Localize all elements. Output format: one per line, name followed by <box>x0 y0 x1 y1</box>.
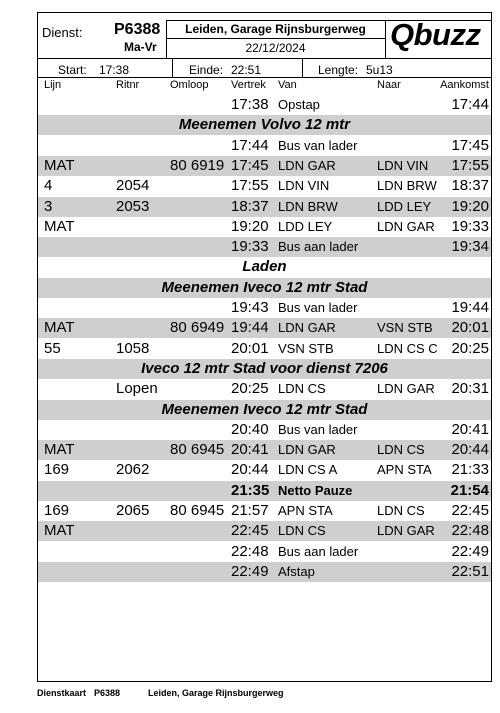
aankomst: 21:33 <box>451 461 489 479</box>
naar: LDN BRW <box>377 178 437 194</box>
omloop: 80 6949 <box>170 319 225 337</box>
trip-row <box>38 460 491 480</box>
col-ritnr: Ritnr <box>116 79 140 91</box>
vertrek: 19:33 <box>231 238 269 256</box>
aankomst: 22:45 <box>451 502 489 519</box>
lijn: MAT <box>44 319 75 337</box>
divider <box>172 59 173 77</box>
ritnr: 2065 <box>116 502 150 519</box>
aankomst: 22:48 <box>451 522 489 540</box>
naar: APN STA <box>377 462 432 478</box>
lijn: 55 <box>44 339 61 357</box>
qbuzz-logo: Qbuzz <box>390 17 481 52</box>
van: Bus van lader <box>278 137 358 153</box>
footer-code: P6388 <box>94 688 121 698</box>
van: Afstap <box>278 563 315 579</box>
van: Bus van lader <box>278 421 358 437</box>
ritnr: 1058 <box>116 339 150 357</box>
aankomst: 21:54 <box>450 481 489 499</box>
ritnr: Lopen <box>116 380 158 398</box>
trip-row <box>38 562 491 582</box>
omloop: 80 6945 <box>170 502 225 519</box>
vertrek: 20:41 <box>231 441 269 459</box>
naar: LDN CS <box>377 503 425 518</box>
aankomst: 19:33 <box>451 217 489 235</box>
van: LDD LEY <box>278 218 333 234</box>
van: VSN STB <box>278 340 334 356</box>
aankomst: 17:44 <box>451 96 489 113</box>
vertrek: 22:48 <box>231 542 269 560</box>
trip-row <box>38 136 491 156</box>
lengte-value: 5u13 <box>366 63 393 77</box>
footer-label: Dienstkaart <box>37 688 87 698</box>
vertrek: 19:20 <box>231 217 269 235</box>
einde-label: Einde: <box>189 63 224 77</box>
lijn: MAT <box>44 217 75 235</box>
naar: LDN VIN <box>377 157 429 173</box>
vertrek: 17:55 <box>231 177 269 195</box>
trip-row <box>38 420 491 440</box>
trip-row <box>38 217 491 237</box>
ritnr: 2053 <box>116 197 150 215</box>
section-title: Laden <box>242 258 287 276</box>
aankomst: 20:01 <box>451 319 489 337</box>
trip-row <box>38 156 491 176</box>
aankomst: 17:55 <box>451 156 489 174</box>
van: LDN CS A <box>278 462 338 478</box>
section-title: Meenemen Iveco 12 mtr Stad <box>161 278 368 296</box>
trip-row <box>38 237 491 257</box>
location: Leiden, Garage Rijnsburgerweg <box>185 22 366 36</box>
vertrek: 19:43 <box>231 299 269 316</box>
section-title-row <box>38 359 491 379</box>
trip-row <box>38 501 491 521</box>
col-van: Van <box>278 79 297 91</box>
section-title-row <box>38 278 491 298</box>
aankomst: 19:34 <box>451 238 489 256</box>
naar: LDN CS <box>377 442 425 458</box>
lengte-label: Lengte: <box>318 63 359 77</box>
section-title: Iveco 12 mtr Stad voor dienst 7206 <box>141 359 388 377</box>
section-title-row <box>38 257 491 277</box>
aankomst: 20:41 <box>451 420 489 438</box>
vertrek: 17:38 <box>231 96 269 113</box>
ritnr: 2062 <box>116 461 150 479</box>
trip-row <box>38 521 491 541</box>
trip-row <box>38 298 491 318</box>
naar: LDN GAR <box>377 381 435 397</box>
omloop: 80 6945 <box>170 441 225 459</box>
divider <box>385 20 386 58</box>
footer-location: Leiden, Garage Rijnsburgerweg <box>148 688 284 698</box>
aankomst: 20:31 <box>451 380 489 398</box>
section-title-row <box>38 115 491 135</box>
column-header <box>38 78 491 94</box>
section-title: Meenemen Iveco 12 mtr Stad <box>161 400 368 418</box>
van: LDN GAR <box>278 157 336 173</box>
naar: LDN CS C <box>377 340 438 356</box>
aankomst: 19:20 <box>451 197 489 215</box>
vertrek: 17:44 <box>231 136 269 154</box>
van: LDN GAR <box>278 320 336 336</box>
ritnr: 2054 <box>116 177 150 195</box>
van: Bus aan lader <box>278 239 359 255</box>
vertrek: 21:35 <box>231 481 270 499</box>
lijn: 3 <box>44 197 53 215</box>
lijn: 169 <box>44 461 70 479</box>
vertrek: 22:49 <box>231 562 269 580</box>
van: LDN GAR <box>278 442 336 458</box>
lijn: 169 <box>44 502 70 519</box>
trip-row <box>38 339 491 359</box>
col-omloop: Omloop <box>170 79 209 91</box>
aankomst: 19:44 <box>451 299 489 316</box>
vertrek: 17:45 <box>231 156 269 174</box>
naar: LDN GAR <box>377 218 435 234</box>
lijn: MAT <box>44 441 75 459</box>
section-title: Meenemen Volvo 12 mtr <box>178 116 351 134</box>
van: Bus aan lader <box>278 543 359 559</box>
start-value: 17:38 <box>99 63 130 77</box>
vertrek: 22:45 <box>231 522 269 540</box>
aankomst: 22:51 <box>451 562 489 580</box>
vertrek: 20:40 <box>231 420 269 438</box>
divider <box>37 58 492 59</box>
trip-row <box>38 197 491 217</box>
trip-row <box>38 379 491 399</box>
van: LDN CS <box>278 381 326 397</box>
vertrek: 20:25 <box>231 380 269 398</box>
dienst-days: Ma-Vr <box>124 40 157 54</box>
vertrek: 21:57 <box>231 502 269 519</box>
trip-row <box>38 176 491 196</box>
col-aankomst: Aankomst <box>440 79 489 91</box>
trip-row <box>38 95 491 115</box>
aankomst: 22:49 <box>451 542 489 560</box>
trip-row <box>38 318 491 338</box>
col-lijn: Lijn <box>44 79 62 91</box>
date: 22/12/2024 <box>245 41 306 55</box>
van: Bus van lader <box>278 300 358 315</box>
van: APN STA <box>278 503 333 518</box>
divider <box>166 38 385 39</box>
van: LDN BRW <box>278 198 338 214</box>
trip-row <box>38 542 491 562</box>
trip-row <box>38 440 491 460</box>
lijn: 4 <box>44 177 53 195</box>
vertrek: 18:37 <box>231 197 269 215</box>
vertrek: 20:44 <box>231 461 269 479</box>
aankomst: 20:25 <box>451 339 489 357</box>
pause-label: Netto Pauze <box>278 482 353 498</box>
einde-value: 22:51 <box>231 63 262 77</box>
vertrek: 20:01 <box>231 339 269 357</box>
lijn: MAT <box>44 522 75 540</box>
naar: VSN STB <box>377 320 433 336</box>
pause-row <box>38 481 491 501</box>
section-title-row <box>38 400 491 420</box>
vertrek: 19:44 <box>231 319 269 337</box>
start-label: Start: <box>58 63 87 77</box>
divider <box>302 59 303 77</box>
aankomst: 18:37 <box>451 177 489 195</box>
van: LDN CS <box>278 523 326 539</box>
aankomst: 20:44 <box>451 441 489 459</box>
dienst-code: P6388 <box>114 21 161 38</box>
omloop: 80 6919 <box>170 156 225 174</box>
col-naar: Naar <box>377 79 401 91</box>
van: LDN VIN <box>278 178 330 194</box>
lijn: MAT <box>44 156 75 174</box>
naar: LDN GAR <box>377 523 435 539</box>
naar: LDD LEY <box>377 198 432 214</box>
aankomst: 17:45 <box>451 136 489 154</box>
van: Opstap <box>278 97 320 112</box>
col-vertrek: Vertrek <box>231 79 266 91</box>
dienst-label: Dienst: <box>42 25 83 40</box>
